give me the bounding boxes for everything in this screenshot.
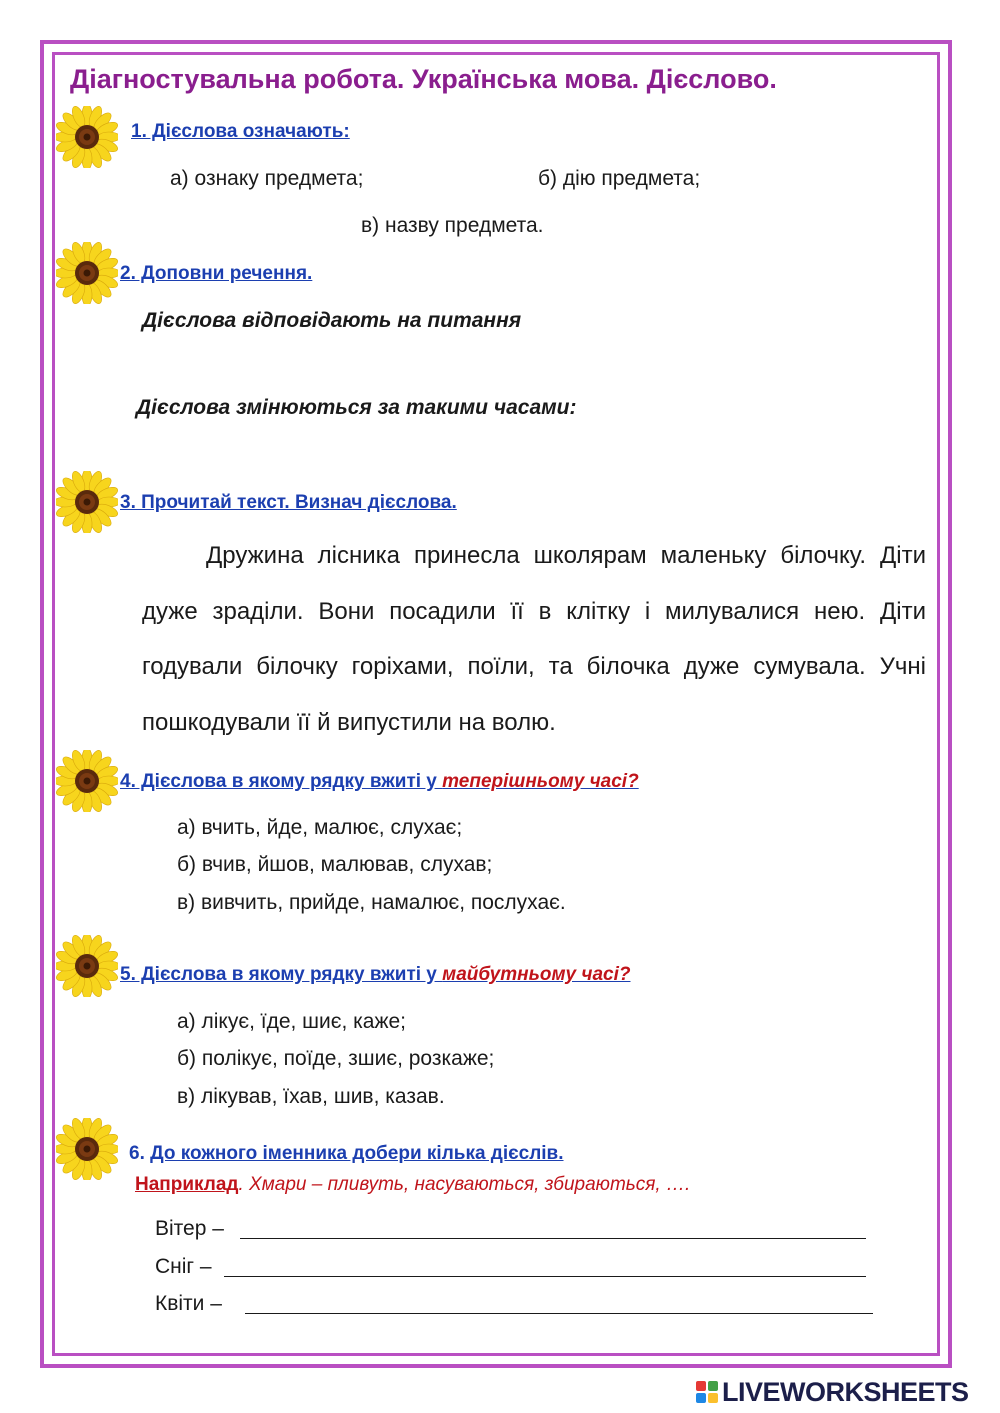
liveworksheets-logo-text: LIVEWORKSHEETS [722,1376,969,1407]
q5-option-c[interactable]: в) лікував, їхав, шив, казав. [177,1085,445,1108]
liveworksheets-logo-icon [696,1381,718,1403]
sunflower-icon [56,242,118,304]
q6-row-label: Вітер – [155,1217,224,1240]
q2-sentence-2: Дієслова змінюються за такими часами: [136,396,577,419]
q6-heading [129,1143,564,1165]
q6-answer-line-2[interactable] [224,1276,866,1277]
q1-option-a[interactable]: а) ознаку предмета; [170,167,364,190]
q6-heading-text: До кожного іменника добери кілька дієслів. [150,1143,564,1164]
q6-answer-line-1[interactable] [240,1238,866,1239]
q4-heading-emphasis: теперішньому часі? [442,771,639,792]
q4-heading [120,771,639,793]
q4-option-a[interactable]: а) вчить, йде, малює, слухає; [177,816,463,839]
q3-heading: 3. Прочитай текст. Визнач дієслова. [120,492,457,513]
sunflower-icon [56,750,118,812]
q4-heading-prefix: 4. Дієслова в якому рядку вжиті у [120,771,443,792]
q1-option-c[interactable]: в) назву предмета. [361,214,544,237]
sunflower-icon [56,106,118,168]
q5-heading-prefix: 5. Дієслова в якому рядку вжиті у [120,964,443,985]
q2-heading: 2. Доповни речення. [120,263,313,284]
q4-option-c[interactable]: в) вивчить, прийде, намалює, послухає. [177,891,566,914]
q6-row-label: Квіти – [155,1292,222,1315]
q4-option-b[interactable]: б) вчив, йшов, малював, слухав; [177,853,493,876]
q5-heading [120,964,631,986]
q6-row-label: Сніг – [155,1255,212,1278]
q6-example-label: Наприклад [135,1174,239,1195]
q1-heading: 1. Дієслова означають: [131,121,350,142]
q5-option-b[interactable]: б) полікує, поїде, зшиє, розкаже; [177,1047,495,1070]
sunflower-icon [56,935,118,997]
q2-sentence-1: Дієслова відповідають на питання [142,309,522,332]
q1-option-b[interactable]: б) дію предмета; [538,167,701,190]
q6-example-text: . Хмари – пливуть, насуваються, збираються, …. [238,1174,691,1195]
q6-answer-line-3[interactable] [245,1313,873,1314]
q6-example [135,1174,690,1196]
q3-reading-text[interactable]: Дружина лісника принесла школярам маленьку білочку. Діти дуже зраділи. Вони посадили її в клітку і милувалися нею. Діти годували білочку горіхами, поїли, та білочка дуже сумувала. Учні пошкодували її й випустили на волю. [142,542,926,736]
q5-heading-emphasis: майбутньому часі? [442,964,631,985]
page-title: Діагностувальна робота. Українська мова. Дієслово. [70,64,777,94]
liveworksheets-logo[interactable] [696,1376,969,1408]
q6-number: 6. [129,1143,151,1164]
q5-option-a[interactable]: а) лікує, їде, шиє, каже; [177,1010,407,1033]
sunflower-icon [56,471,118,533]
sunflower-icon [56,1118,118,1180]
